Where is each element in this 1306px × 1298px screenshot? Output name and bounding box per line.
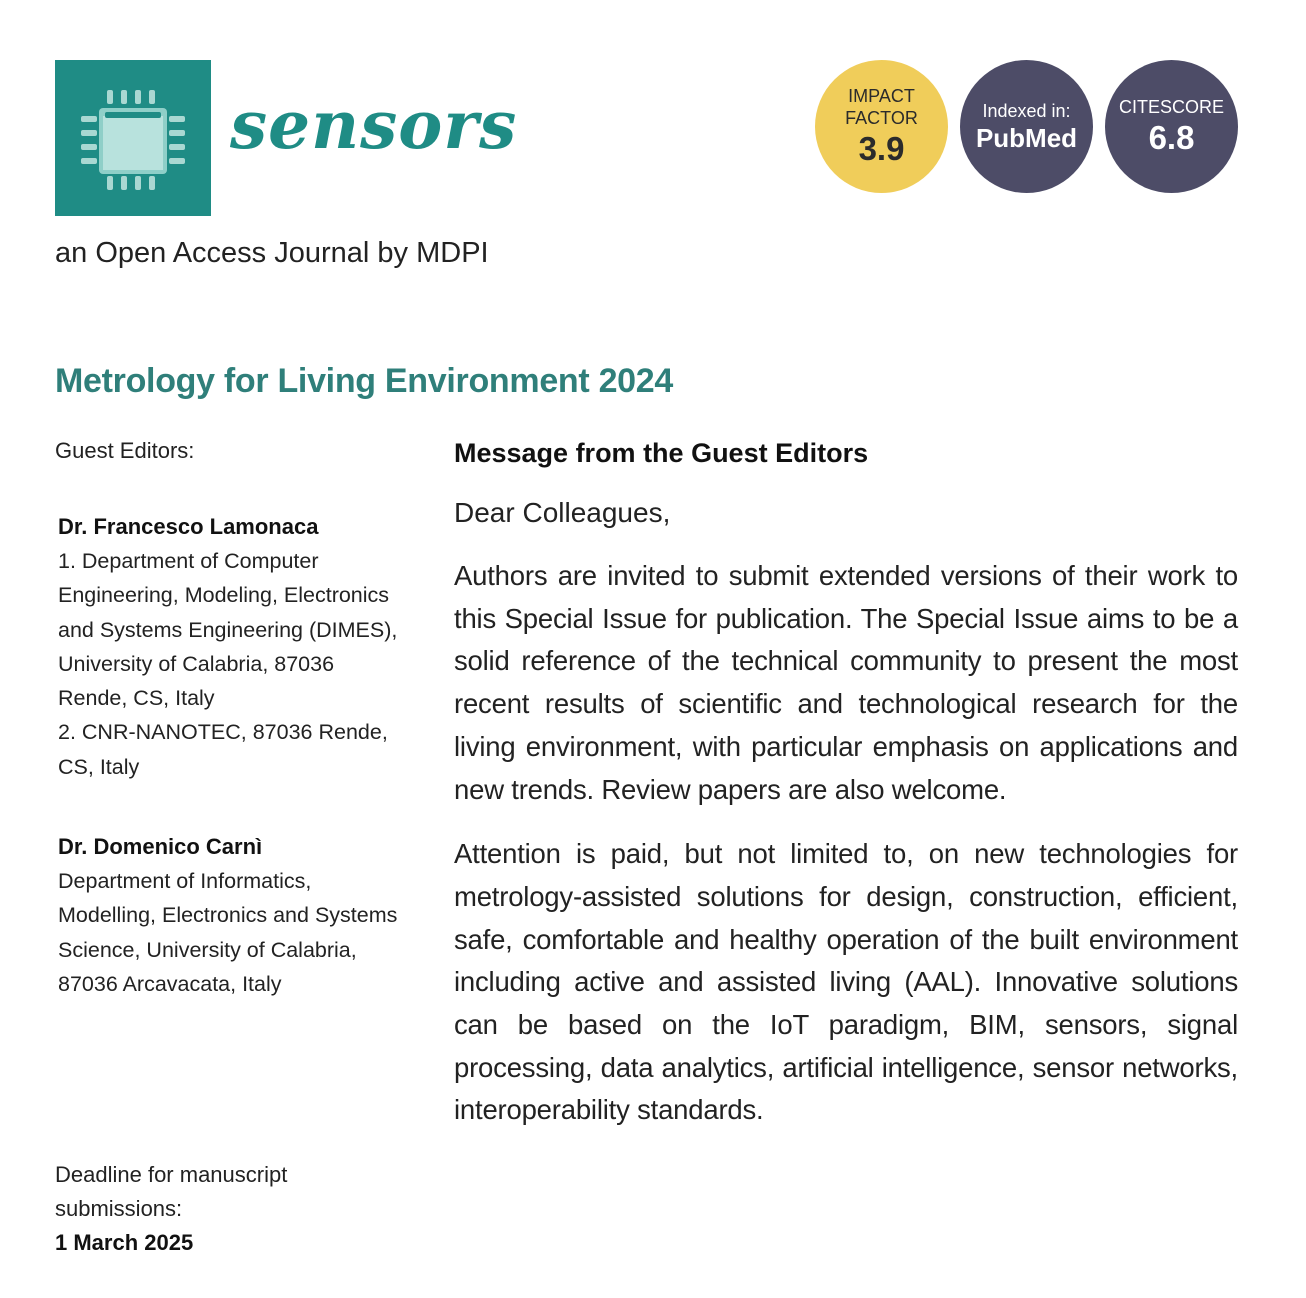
editor-affiliation: 1. Department of Computer Engineering, Modeling, Electronics and Systems Engineering (DIMES), University of Calabria, 87036 Rende, CS, Italy — [58, 549, 398, 711]
pubmed-badge — [960, 60, 1093, 193]
journal-tagline: an Open Access Journal by MDPI — [55, 237, 489, 269]
indexed-label: Indexed in: — [982, 100, 1071, 121]
journal-logo — [55, 60, 211, 216]
editor-affiliation: Department of Informatics, Modelling, Electronics and Systems Science, University of Calabria, 87036 Arcavacata, Italy — [58, 869, 398, 996]
editor-entry — [58, 830, 400, 1001]
message-paragraph: Authors are invited to submit extended versions of their work to this Special Issue for publication. The Special Issue aims to be a solid reference of the technical community to present the most recent results of scientific and technological research for the living environment, with particular emphasis on applications and new trends. Review papers are also welcome. — [454, 560, 1238, 805]
message-heading: Message from the Guest Editors — [454, 438, 869, 468]
special-issue-title: Metrology for Living Environment 2024 — [55, 362, 674, 400]
guest-editors-label: Guest Editors: — [55, 438, 195, 463]
impact-label-2: FACTOR — [845, 107, 918, 128]
editor-name: Dr. Francesco Lamonaca — [58, 514, 319, 539]
impact-value: 3.9 — [858, 129, 905, 167]
deadline-date: 1 March 2025 — [55, 1230, 194, 1255]
message-section — [454, 438, 1238, 1154]
deadline-section — [55, 1158, 400, 1260]
guest-editors-section — [55, 438, 400, 1047]
journal-name: sensors — [230, 86, 518, 164]
editor-entry — [58, 510, 400, 784]
message-paragraph: Attention is paid, but not limited to, on new technologies for metrology-assisted solutions for design, construction, efficient, safe, comfortable and healthy operation of the built environment including active and assisted living (AAL). Innovative solutions can be based on the IoT paradigm, BIM, sensors, signal processing, data analytics, artificial intelligence, sensor networks, interoperability standards. — [454, 838, 1238, 1126]
indexed-value: PubMed — [975, 122, 1078, 153]
impact-label-1: IMPACT — [848, 85, 915, 106]
message-greeting: Dear Colleagues, — [454, 497, 671, 528]
citescore-label: CITESCORE — [1118, 96, 1224, 117]
citescore-value: 6.8 — [1148, 118, 1195, 156]
deadline-label: Deadline for manuscript submissions: — [55, 1162, 288, 1221]
citescore-badge — [1105, 60, 1238, 193]
impact-factor-badge — [815, 60, 948, 193]
microchip-icon — [55, 60, 211, 216]
editor-affiliation: 2. CNR-NANOTEC, 87036 Rende, CS, Italy — [58, 720, 388, 779]
editor-name: Dr. Domenico Carnì — [58, 834, 263, 860]
